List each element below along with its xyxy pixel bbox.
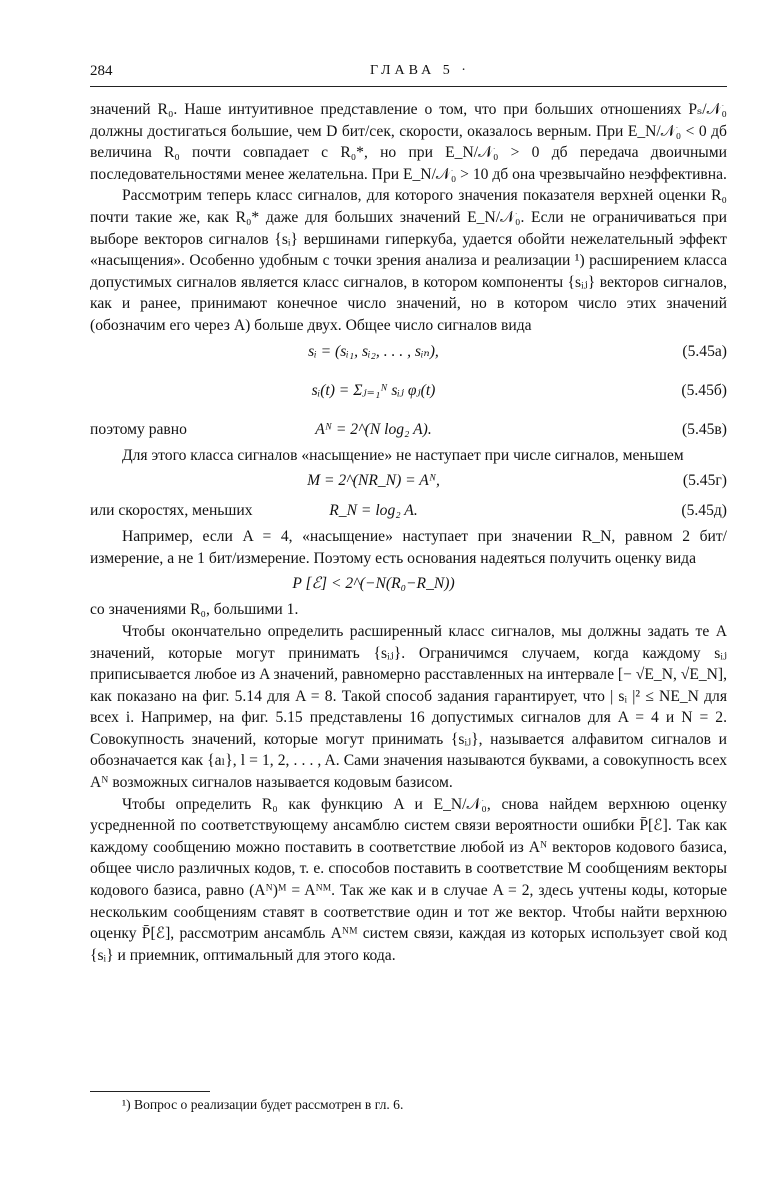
- equation-5-45g: [90, 466, 727, 496]
- equation-5-45d-formula: R_N = log₂ A.: [329, 502, 418, 520]
- equation-5-45v-label: (5.45в): [681, 420, 727, 438]
- equation-5-45d: [90, 496, 727, 526]
- equation-5-45g-label: (5.45г): [682, 472, 727, 490]
- equation-5-45a-label: (5.45а): [682, 342, 727, 360]
- equation-5-45a-formula: sᵢ = (sᵢ₁, sᵢ₂, . . . , sᵢₙ),: [308, 342, 439, 360]
- footnote-rule: [90, 1091, 210, 1092]
- header-rule: [90, 86, 727, 87]
- running-header: [90, 63, 727, 83]
- equation-5-45b: [90, 367, 727, 415]
- equation-5-45v: [90, 415, 727, 445]
- equation-5-45b-label: (5.45б): [681, 381, 727, 399]
- equation-5-45v-lead: поэтому равно: [90, 420, 187, 438]
- paragraph-6: Чтобы окончательно определить расширенный класс сигналов, мы должны задать те A значений, которые могут принимать {sᵢⱼ}. Ограничимся случаем, когда каждому sᵢⱼ приписывается любое из A значений, равномерно расставленных на интервале [− √E_N, √E_N], как показано на фиг. 5.14 для A = 8. Такой способ задания гарантирует, что | sᵢ |² ≤ NE_N для всех i. Например, на фиг. 5.15 представлены 16 допустимых сигналов для A = 4 и N = 2. Совокупность значений, которые могут принимать {sᵢⱼ}, называется алфавитом сигналов и обозначается как {aₗ}, l = 1, 2, . . . , A. Сами значения называются буквами, а совокупность всех Aᴺ возможных сигналов называется кодовым базисом.: [90, 622, 727, 792]
- paragraph-5: со значениями R₀, большими 1.: [90, 601, 299, 619]
- main-text: [90, 99, 727, 966]
- footnote: ¹) Вопрос о реализации будет рассмотрен в гл. 6.: [122, 1097, 404, 1112]
- equation-bound: [90, 569, 727, 599]
- equation-5-45v-formula: Aᴺ = 2^(N log₂ A).: [315, 420, 432, 438]
- equation-5-45d-label: (5.45д): [681, 502, 727, 520]
- page-number: 284: [90, 63, 113, 79]
- equation-5-45a: [90, 337, 727, 367]
- equation-bound-formula: P [ℰ] < 2^(−N(R₀−R_N)): [292, 575, 455, 593]
- chapter-title: ГЛАВА 5 ·: [370, 63, 470, 78]
- paragraph-1: значений R₀. Наше интуитивное представление о том, что при больших отношениях Pₛ/𝒩₀ должны достигаться большие, чем D бит/сек, скорости, оказалось верным. При E_N/𝒩₀ < 0 дб величина R₀ почти совпадает с R₀*, но при E_N/𝒩₀ > 0 дб передача двоичными последовательностями менее желательна. При E_N/𝒩₀ > 10 дб она чрезвычайно неэффективна.: [90, 101, 727, 183]
- paragraph-2: Рассмотрим теперь класс сигналов, для которого значения показателя верхней оценки R₀ почти такие же, как R₀* даже для больших значений E_N/𝒩₀. Если не ограничиваться при выборе векторов сигналов {sᵢ} вершинами гиперкуба, удается обойти нежелательный эффект «насыщения». Особенно удобным с точки зрения анализа и реализации ¹) расширением класса допустимых сигналов является класс сигналов, в котором компоненты {sᵢⱼ} векторов сигналов, как и ранее, принимают конечное число значений, но в котором число этих значений (обозначим его через A) больше двух. Общее число сигналов вида: [90, 187, 727, 334]
- equation-5-45b-formula: sᵢ(t) = Σⱼ₌₁ᴺ sᵢⱼ φⱼ(t): [311, 381, 436, 399]
- paragraph-7: Чтобы определить R₀ как функцию A и E_N/𝒩₀, снова найдем верхнюю оценку усредненной по соответствующему ансамблю систем связи вероятности ошибки P̄[ℰ]. Так как каждому сообщению можно поставить в соответствие любой из Aᴺ векторов кодового базиса, общее число различных кодов, т. е. способов поставить в соответствие M сообщениям векторы кодового базиса, равно (Aᴺ)ᴹ = Aᴺᴹ. Так же как и в случае A = 2, здесь учтены коды, которые нескольким сообщениям ставят в соответствие один и тот же вектор. Чтобы найти верхнюю оценку P̄[ℰ], рассмотрим ансамбль Aᴺᴹ систем связи, каждая из которых использует свой код {sᵢ} и приемник, оптимальный для этого кода.: [90, 795, 727, 964]
- paragraph-4: Например, если A = 4, «насыщение» наступает при значении R_N, равном 2 бит/измерение, а не 1 бит/измерение. Поэтому есть основания надеяться получить оценку вида: [90, 528, 727, 567]
- equation-5-45d-lead: или скоростях, меньших: [90, 502, 253, 520]
- equation-5-45g-formula: M = 2^(NR_N) = Aᴺ,: [307, 472, 440, 490]
- paragraph-3: Для этого класса сигналов «насыщение» не наступает при числе сигналов, меньшем: [122, 446, 684, 464]
